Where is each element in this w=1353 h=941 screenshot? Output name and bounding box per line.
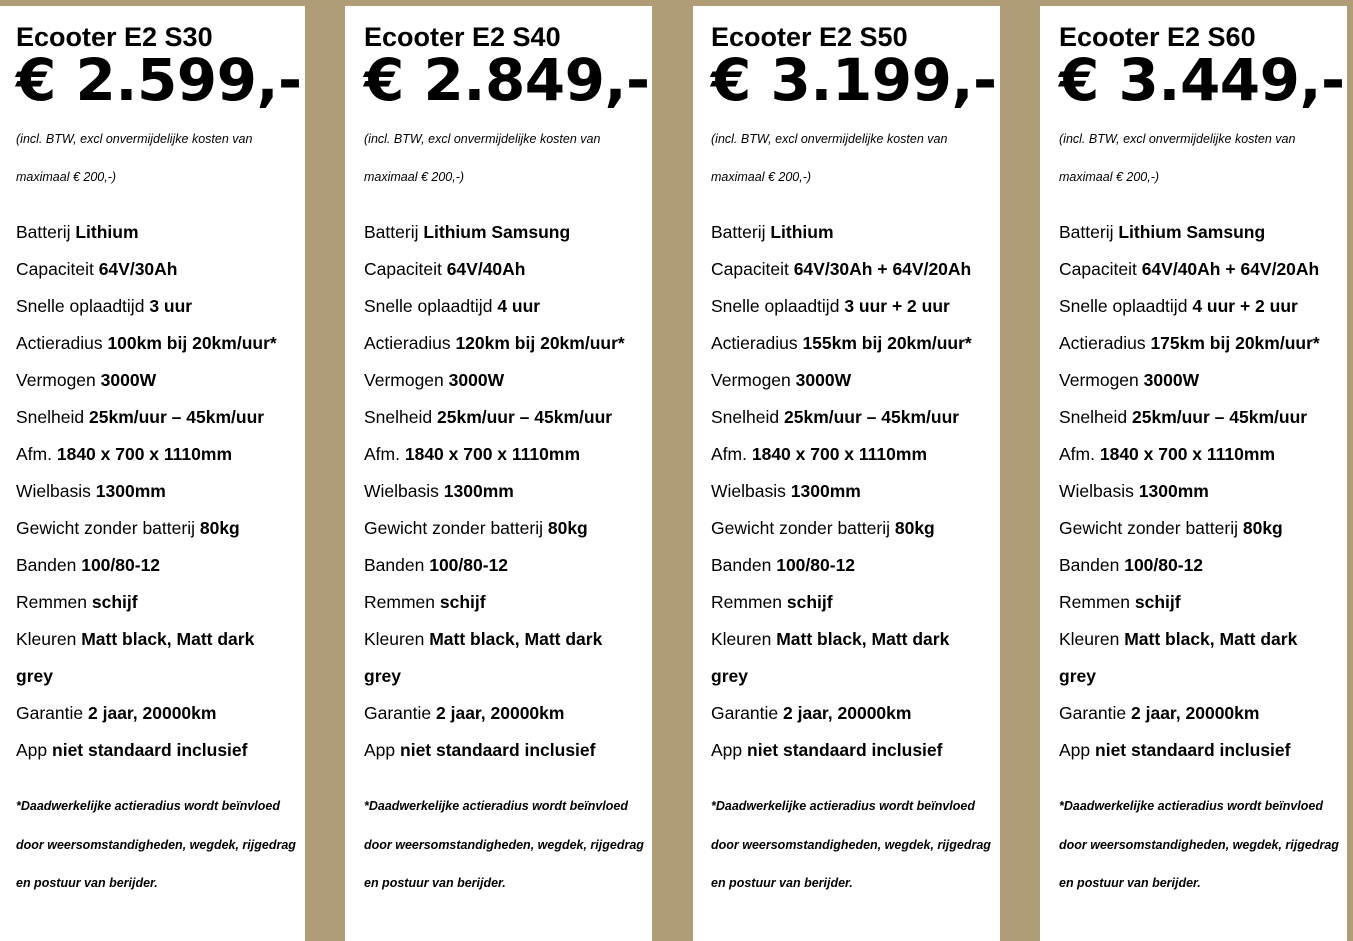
- spec-row-actieradius: Actieradius 175km bij 20km/uur*: [1059, 333, 1320, 353]
- product-title: Ecooter E2 S40: [364, 22, 561, 52]
- spec-row-remmen: Remmen schijf: [16, 592, 138, 612]
- spec-row-remmen: Remmen schijf: [711, 592, 833, 612]
- spec-row-afmetingen: Afm. 1840 x 700 x 1110mm: [364, 444, 581, 464]
- spec-row-banden: Banden 100/80-12: [711, 555, 856, 575]
- spec-row-app: App niet standaard inclusief: [16, 740, 248, 760]
- footnote: *Daadwerkelijke actieradius wordt beïnvloed door weersomstandigheden, wegdek, rijgedrag en postuur van berijder.: [16, 799, 296, 890]
- spec-row-gewicht: Gewicht zonder batterij 80kg: [1059, 518, 1283, 538]
- spec-row-remmen: Remmen schijf: [1059, 592, 1181, 612]
- spec-row-capaciteit: Capaciteit 64V/30Ah: [16, 259, 178, 279]
- footnote: *Daadwerkelijke actieradius wordt beïnvloed door weersomstandigheden, wegdek, rijgedrag en postuur van berijder.: [1059, 799, 1339, 890]
- spec-row-batterij: Batterij Lithium Samsung: [1059, 222, 1266, 242]
- spec-row-app: App niet standaard inclusief: [711, 740, 943, 760]
- spec-row-wielbasis: Wielbasis 1300mm: [1059, 481, 1209, 501]
- spec-row-snelheid: Snelheid 25km/uur – 45km/uur: [1059, 407, 1308, 427]
- spec-row-vermogen: Vermogen 3000W: [364, 370, 505, 390]
- product-title: Ecooter E2 S30: [16, 22, 213, 52]
- product-price: € 3.199,-: [711, 46, 997, 114]
- vat-note: (incl. BTW, excl onvermijdelijke kosten van maximaal € 200,-): [711, 132, 948, 184]
- spec-row-banden: Banden 100/80-12: [1059, 555, 1204, 575]
- footnote: *Daadwerkelijke actieradius wordt beïnvloed door weersomstandigheden, wegdek, rijgedrag en postuur van berijder.: [711, 799, 991, 890]
- spec-row-garantie: Garantie 2 jaar, 20000km: [364, 703, 565, 723]
- spec-row-oplaadtijd: Snelle oplaadtijd 3 uur + 2 uur: [711, 296, 950, 316]
- spec-row-wielbasis: Wielbasis 1300mm: [711, 481, 861, 501]
- spec-row-capaciteit: Capaciteit 64V/40Ah: [364, 259, 526, 279]
- spec-row-oplaadtijd: Snelle oplaadtijd 4 uur + 2 uur: [1059, 296, 1298, 316]
- product-card-s60: [1040, 6, 1347, 941]
- spec-row-batterij: Batterij Lithium: [711, 222, 834, 242]
- spec-row-snelheid: Snelheid 25km/uur – 45km/uur: [364, 407, 613, 427]
- spec-row-actieradius: Actieradius 100km bij 20km/uur*: [16, 333, 277, 353]
- spec-row-kleuren: Kleuren Matt black, Matt dark grey: [16, 629, 255, 686]
- spec-row-afmetingen: Afm. 1840 x 700 x 1110mm: [1059, 444, 1276, 464]
- spec-row-app: App niet standaard inclusief: [1059, 740, 1291, 760]
- spec-row-oplaadtijd: Snelle oplaadtijd 3 uur: [16, 296, 193, 316]
- spec-row-snelheid: Snelheid 25km/uur – 45km/uur: [711, 407, 960, 427]
- footnote: *Daadwerkelijke actieradius wordt beïnvloed door weersomstandigheden, wegdek, rijgedrag en postuur van berijder.: [364, 799, 644, 890]
- spec-row-wielbasis: Wielbasis 1300mm: [364, 481, 514, 501]
- spec-row-garantie: Garantie 2 jaar, 20000km: [711, 703, 912, 723]
- spec-row-actieradius: Actieradius 155km bij 20km/uur*: [711, 333, 972, 353]
- spec-row-kleuren: Kleuren Matt black, Matt dark grey: [711, 629, 950, 686]
- spec-row-batterij: Batterij Lithium Samsung: [364, 222, 571, 242]
- spec-row-gewicht: Gewicht zonder batterij 80kg: [16, 518, 240, 538]
- spec-row-banden: Banden 100/80-12: [16, 555, 161, 575]
- spec-row-wielbasis: Wielbasis 1300mm: [16, 481, 166, 501]
- background-strip: [305, 0, 345, 941]
- product-card-s30: [0, 6, 305, 941]
- spec-row-vermogen: Vermogen 3000W: [16, 370, 157, 390]
- spec-row-afmetingen: Afm. 1840 x 700 x 1110mm: [16, 444, 233, 464]
- spec-list: [16, 214, 305, 769]
- product-price: € 3.449,-: [1059, 46, 1345, 114]
- spec-row-kleuren: Kleuren Matt black, Matt dark grey: [1059, 629, 1298, 686]
- spec-row-vermogen: Vermogen 3000W: [1059, 370, 1200, 390]
- spec-row-vermogen: Vermogen 3000W: [711, 370, 852, 390]
- spec-list: [1059, 214, 1347, 769]
- product-card-s50: [693, 6, 1000, 941]
- spec-row-remmen: Remmen schijf: [364, 592, 486, 612]
- background-strip: [1000, 0, 1040, 941]
- product-title: Ecooter E2 S50: [711, 22, 908, 52]
- spec-row-batterij: Batterij Lithium: [16, 222, 139, 242]
- spec-row-app: App niet standaard inclusief: [364, 740, 596, 760]
- spec-row-gewicht: Gewicht zonder batterij 80kg: [364, 518, 588, 538]
- spec-row-banden: Banden 100/80-12: [364, 555, 509, 575]
- background-strip: [1347, 0, 1353, 941]
- spec-row-garantie: Garantie 2 jaar, 20000km: [1059, 703, 1260, 723]
- background-strip: [652, 0, 693, 941]
- spec-row-kleuren: Kleuren Matt black, Matt dark grey: [364, 629, 603, 686]
- product-title: Ecooter E2 S60: [1059, 22, 1256, 52]
- spec-row-snelheid: Snelheid 25km/uur – 45km/uur: [16, 407, 265, 427]
- product-price: € 2.599,-: [16, 46, 302, 114]
- product-card-s40: [345, 6, 652, 941]
- vat-note: (incl. BTW, excl onvermijdelijke kosten van maximaal € 200,-): [16, 132, 253, 184]
- spec-list: [711, 214, 1000, 769]
- spec-list: [364, 214, 652, 769]
- spec-row-garantie: Garantie 2 jaar, 20000km: [16, 703, 217, 723]
- vat-note: (incl. BTW, excl onvermijdelijke kosten van maximaal € 200,-): [1059, 132, 1296, 184]
- spec-row-afmetingen: Afm. 1840 x 700 x 1110mm: [711, 444, 928, 464]
- spec-row-capaciteit: Capaciteit 64V/30Ah + 64V/20Ah: [711, 259, 972, 279]
- spec-row-gewicht: Gewicht zonder batterij 80kg: [711, 518, 935, 538]
- product-price: € 2.849,-: [364, 46, 650, 114]
- vat-note: (incl. BTW, excl onvermijdelijke kosten van maximaal € 200,-): [364, 132, 601, 184]
- spec-row-oplaadtijd: Snelle oplaadtijd 4 uur: [364, 296, 541, 316]
- spec-row-capaciteit: Capaciteit 64V/40Ah + 64V/20Ah: [1059, 259, 1320, 279]
- spec-row-actieradius: Actieradius 120km bij 20km/uur*: [364, 333, 625, 353]
